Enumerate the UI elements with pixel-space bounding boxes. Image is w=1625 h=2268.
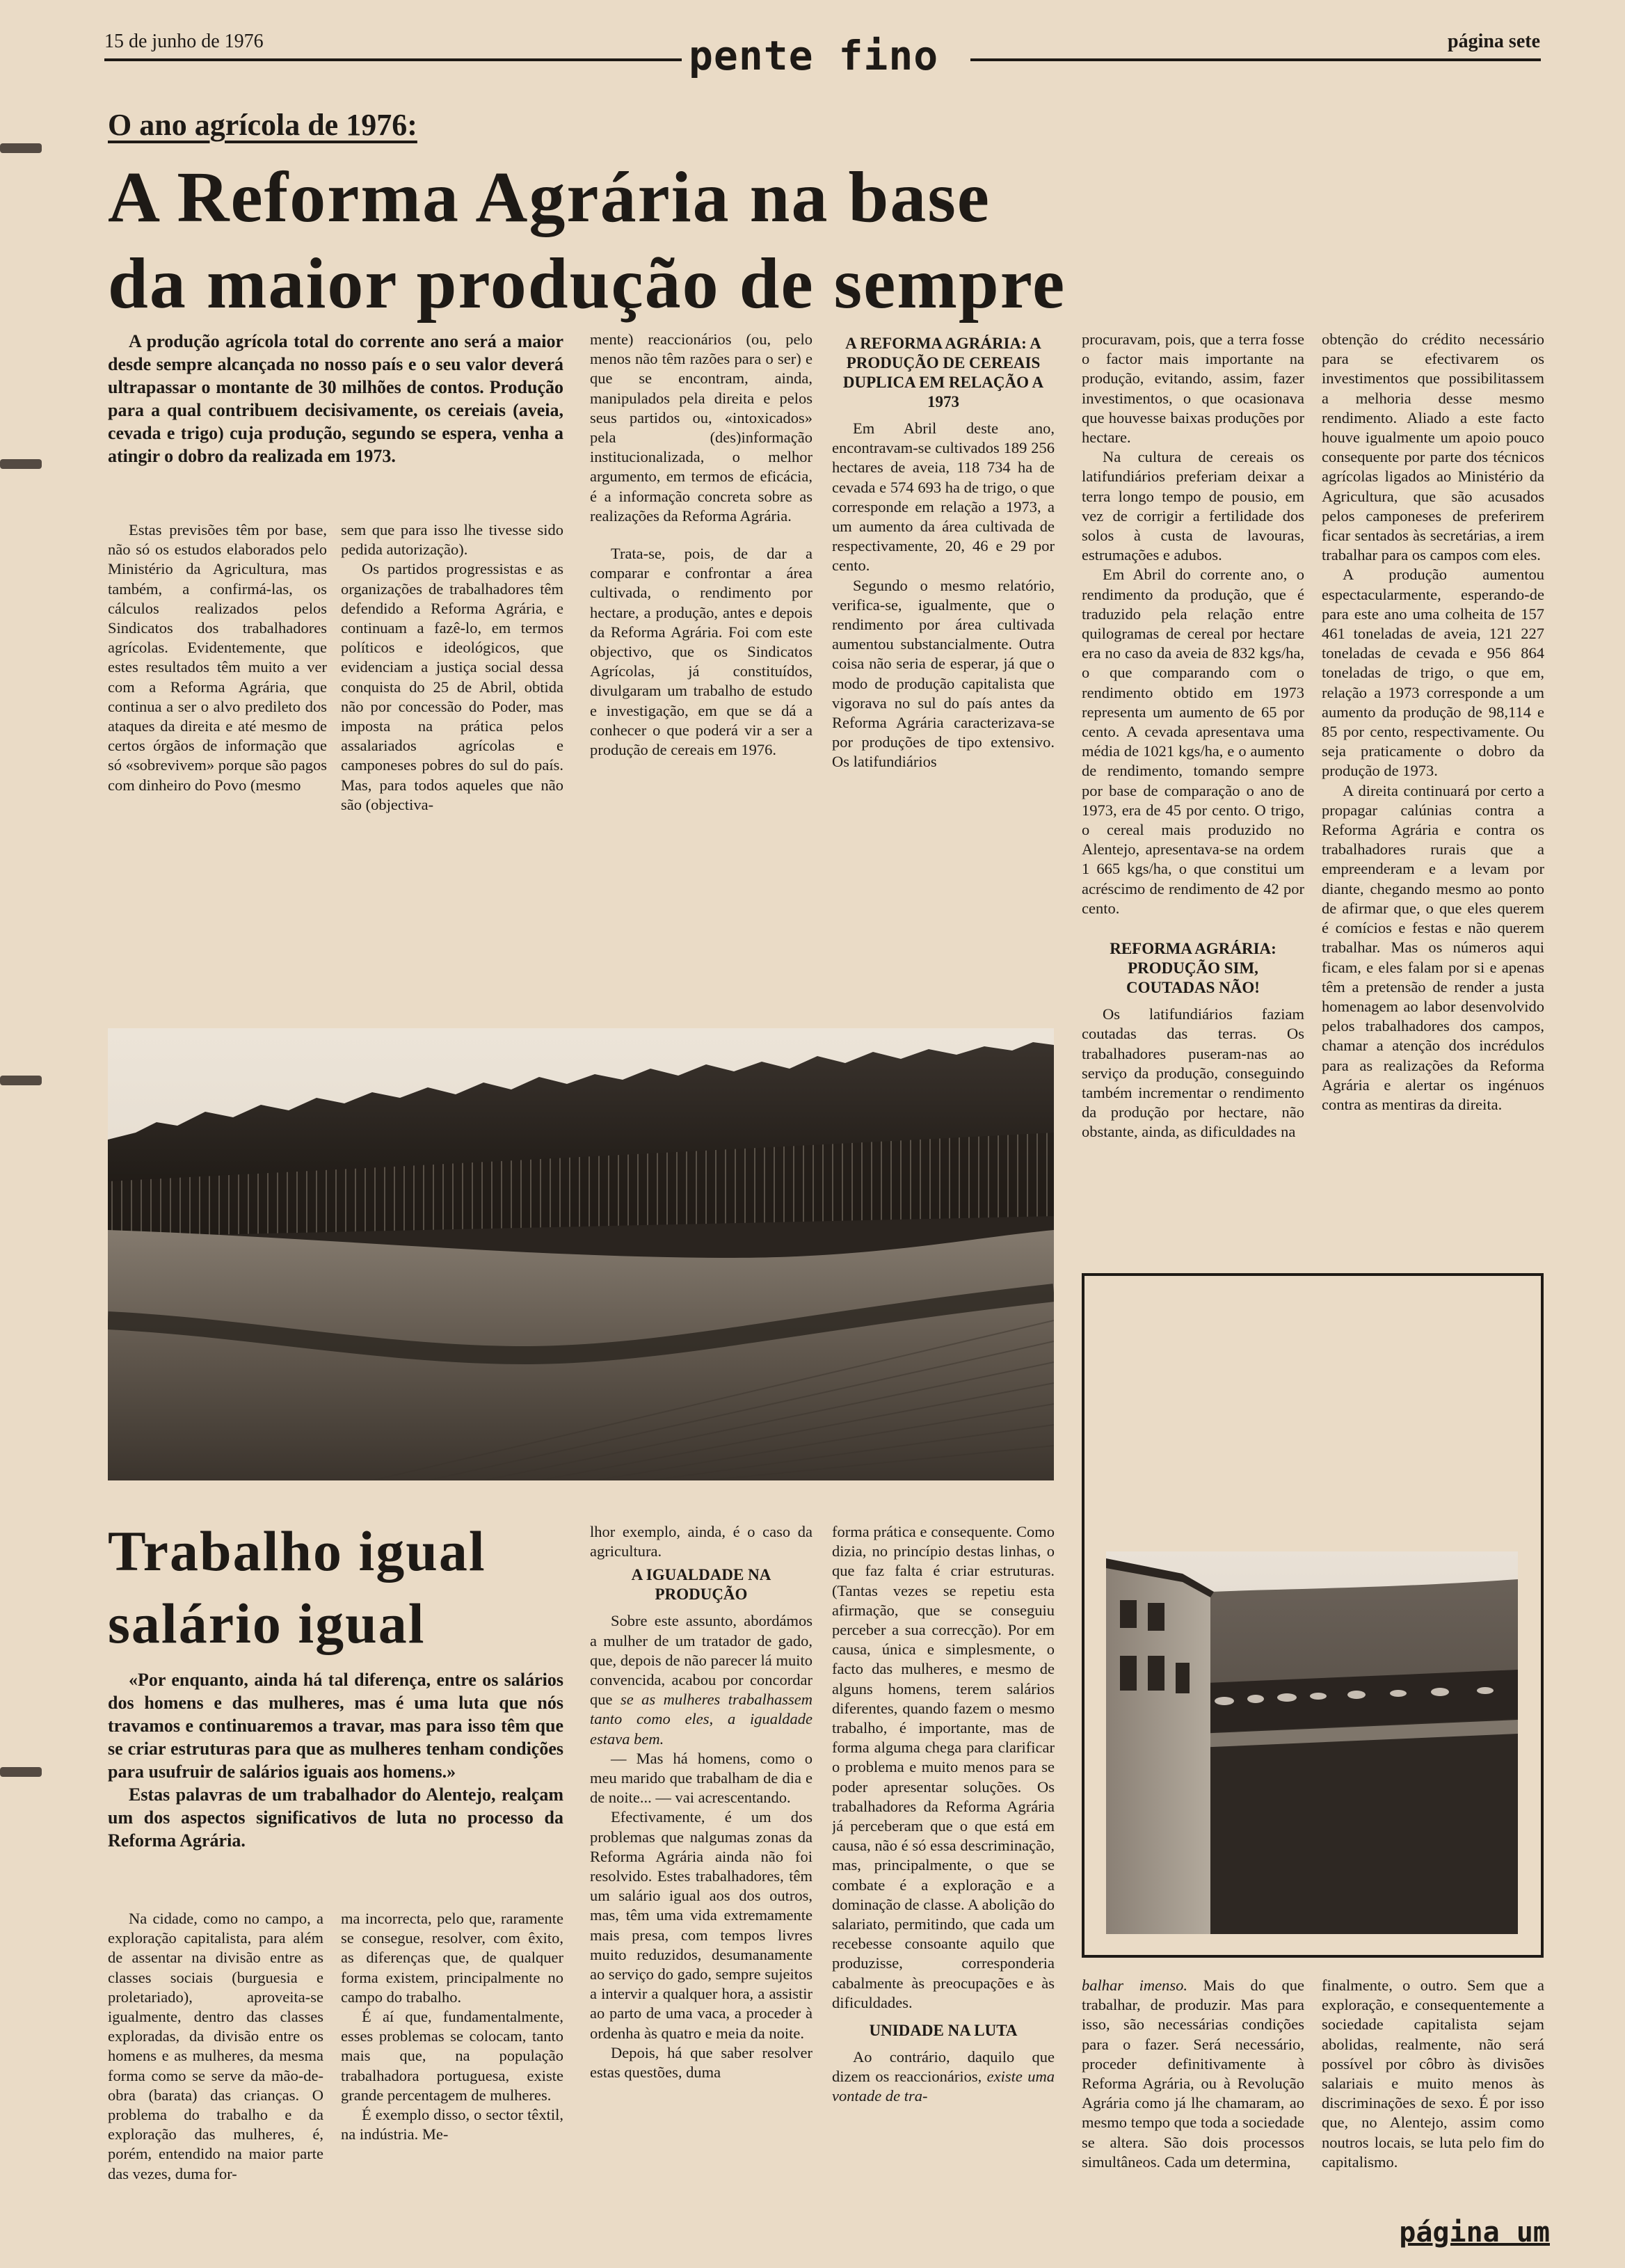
paragraph: Os partidos progressistas e as organizações de trabalhadores têm defendido a Reforma Agrária, e continuam a fazê-lo, em termos políticos e ideológicos, que evidenciam a justiça social dessa conquista do 25 de Abril, obtida não por concessão do Poder, mas imposta na prática pelos assalariados agrícolas e camponeses pobres do sul do país. Mas, para todos aqueles que não são (objectiva- — [341, 560, 563, 813]
subheading: UNIDADE NA LUTA — [869, 2022, 1018, 2040]
headline-line-2: da maior produção de sempre — [108, 243, 1066, 324]
headline-line-2: salário igual — [108, 1592, 426, 1655]
header-rule-left — [104, 58, 682, 61]
paragraph: Depois, há que saber resolver estas questões, duma — [590, 2043, 812, 2082]
paragraph: — Mas há homens, como o meu marido que trabalham de dia e de noite... — vai acrescentando. — [590, 1749, 812, 1807]
quoted-text: existe uma vontade de tra- — [832, 2068, 1055, 2105]
paragraph: obtenção do crédito necessário para se efectivarem os investimentos que possibilitassem a melhoria desse mesmo rendimento. Aliado a este facto houve igualmente um apoio pouco consequente por parte dos técnicos agrícolas ligados ao Ministério da Agricultura, que são acusados pelos camponeses de preferirem ficar sentados às secretárias, a irem trabalhar para os campos com eles. — [1322, 330, 1544, 564]
article-column-1 — [108, 1909, 323, 2208]
quoted-text: se as mulheres trabalhassem tanto como eles, a igualdade estava bem. — [590, 1691, 812, 1748]
paragraph-text: Mais do que trabalhar, de produzir. Mas para isso, são necessárias condições para o fazer. Será necessário, proceder definitivamente à Reforma Agrária, ou à Revolução Agrária como já lhe chamaram, ao mesmo tempo que toda a sociedade se altera. São dois processos simultâneos. Cada um determina, — [1082, 1976, 1304, 2171]
headline-line-1: A Reforma Agrária na base — [108, 157, 991, 237]
paragraph: Estas previsões têm por base, não só os estudos elaborados pelo Ministério da Agricultura, mas também, a confirmá-las, os cálculos realizados pelos Sindicatos dos trabalhadores agrícolas. Evidentemente, que estes resultados têm muito a ver com a Reforma Agrária, que continua a ser o alvo predileto dos ataques da direita e até mesmo de certos órgãos de informação que só «sobrevivem» porque são pagos com dinheiro do Povo (mesmo — [108, 521, 327, 794]
farm-building-photo — [1106, 1551, 1518, 1934]
article-column-4 — [832, 1522, 1055, 2211]
paragraph: sem que para isso lhe tivesse sido pedida autorização). — [341, 521, 563, 559]
paragraph: Em Abril do corrente ano, o rendimento da produção, que é traduzido pela relação entre quilogramas de cereal por hectare era no caso da aveia de 832 kgs/ha, o que comparando com o rendimento obtido em 1973 representa um aumento de 65 por cento. A cevada apresentava uma média de 1021 kgs/ha, e o aumento de rendimento, tomando sempre por base de comparação o ano de 1973, era de 45 por cento. O trigo, o cereal mais produzido no Alentejo, apresentava-se na ordem 1 665 kgs/ha, o que constitui um acréscimo de rendimento de 42 por cento. — [1082, 566, 1304, 917]
paragraph — [832, 2047, 1055, 2107]
paragraph: ma incorrecta, pelo que, raramente se consegue, resolver, com êxito, as diferenças que, de qualquer forma existem, principalmente no campo do trabalho. — [341, 1910, 563, 2006]
paragraph-text: Sobre este assunto, abordámos a mulher de um tratador de gado, que, depois de não parecer lá muito convencida, acabou por concordar que — [590, 1612, 812, 1709]
field-forest-photo — [108, 1028, 1054, 1480]
binder-hole — [0, 143, 42, 153]
article-column-2 — [341, 520, 563, 861]
paragraph: lhor exemplo, ainda, é o caso da agricultura. — [590, 1523, 812, 1560]
binder-hole — [0, 1767, 42, 1777]
paragraph: procuravam, pois, que a terra fosse o factor mais importante na produção, evitando, assim, fazer investimentos, o que ocasionava que houvesse baixas produções por hectare. — [1082, 330, 1304, 447]
article-lead — [108, 1668, 563, 1852]
paragraph: Em Abril deste ano, encontravam-se cultivados 189 256 hectares de aveia, 118 734 ha de cevada e 574 693 ha de trigo, o que corresponde em relação a 1973, a um aumento da área cultivada de respectivamente, 20, 46 e 29 por cento. — [832, 420, 1055, 575]
article-column-3 — [590, 1522, 812, 2211]
continued-on-page: página um — [1399, 2217, 1550, 2249]
paragraph — [590, 1611, 812, 1748]
article-column-4 — [832, 330, 1055, 845]
paragraph: Na cultura de cereais os latifundiários preferiam deixar a terra longo tempo de pousio, em vez de corrigir a fertilidade dos solos à custa de lavouras, estrumações e adubos. — [1082, 448, 1304, 564]
issue-date: 15 de junho de 1976 — [104, 31, 264, 52]
paragraph: Efectivamente, é um dos problemas que nalgumas zonas da Reforma Agrária ainda não foi resolvido. Estes trabalhadores, têm um salário igual aos dos outros, mas, têm uma vida extremamente mais presa, com tempos livres muito reduzidos, desumanamente ao serviço do gado, sempre sujeitos a intervir a qualquer hora, a assistir ao parto de uma vaca, a proceder à ordenha às quatro e meia da noite. — [590, 1808, 812, 2042]
subheading: REFORMA AGRÁRIA: PRODUÇÃO SIM, COUTADAS NÃO! — [1110, 940, 1276, 997]
article-column-5 — [1082, 330, 1304, 1262]
paragraph-text: Ao contrário, daquilo que dizem os reaccionários, — [832, 2048, 1055, 2086]
lead-quote: «Por enquanto, ainda há tal diferença, entre os salários dos homens e das mulheres, mas é uma luta que nós travamos e continuaremos a travar, mas para isso têm que se criar estruturas para que as mulheres tenham condições para usufruir de salários iguais aos homens.» — [108, 1670, 563, 1782]
article-column-3 — [590, 330, 812, 845]
article-column-6 — [1322, 330, 1544, 1262]
binder-hole — [0, 459, 42, 469]
article-headline — [108, 1515, 486, 1660]
article-column-2 — [341, 1909, 563, 2208]
page-label: página sete — [1448, 31, 1540, 52]
paragraph — [1082, 1976, 1304, 2172]
header-rule-right — [970, 58, 1541, 61]
paragraph: forma prática e consequente. Como dizia, no princípio destas linhas, o que faz falta é criar estruturas. (Tantas vezes se repetiu esta afirmação, que se conseguiu perceber a sua correcção). Por em causa, única e simplesmente, o facto das mulheres, e mesmo de alguns homens, terem salários diferentes, quando fazem o mesmo trabalho, é importante, mas de forma alguma chega para clarificar o problema e muito menos para se poder apresentar soluções. Os trabalhadores da Reforma Agrária já perceberam que o que está em causa, não é só essa descriminação, mas, principalmente, o que se combate é a exploração e a dominação de classe. A abolição do salariato, permitindo, que cada um recebesse consoante aquilo que produzisse, corresponderia cabalmente às preocupações e às dificuldades. — [832, 1523, 1055, 2011]
quoted-text: balhar imenso. — [1082, 1976, 1188, 1994]
paragraph: A direita continuará por certo a propagar calúnias contra a Reforma Agrária e contra os trabalhadores rurais que a empreenderam e a levam por diante, chegando mesmo ao ponto de afirmar que, o que eles querem é comícios e festas e não querem trabalhar. Mas os números aqui ficam, e eles falam por si e apenas têm a pretensão de render a justa homenagem ao labor desenvolvido pelos trabalhadores dos campos, chamar a atenção dos incrédulos para as realizações da Reforma Agrária e alertar os ingénuos contra as mentiras da direita. — [1322, 781, 1544, 1113]
paragraph: Na cidade, como no campo, a exploração capitalista, para além de assentar na divisão entre as classes sociais (burguesia e proletariado), aproveita-se igualmente, dentro das classes exploradas, da divisão entre os homens e as mulheres, da mesma forma como se serve da mão-de-obra (barata) das crianças. O problema do trabalho e da exploração das mulheres, é, porém, entendido na maior parte das vezes, duma for- — [108, 1910, 323, 2182]
binder-hole — [0, 1076, 42, 1085]
paragraph: mente) reaccionários (ou, pelo menos não têm razões para o ser) e que se encontram, ainda, manipulados pela direita e pelos seus partidos ou, «intoxicados» pela (des)informação institucionalizada, o melhor argumento, em termos de eficácia, é a informação concreta sobre as realizações da Reforma Agrária. — [590, 330, 812, 525]
article-column-6 — [1322, 1976, 1544, 2212]
headline-line-1: Trabalho igual — [108, 1519, 486, 1583]
paragraph: Trata-se, pois, de dar a comparar e confrontar a área cultivada, o rendimento por hectare, a produção, antes e depois da Reforma Agrária. Foi com este objectivo, que os Sindicatos Agrícolas, já constituídos, divulgaram um trabalho de estudo e investigação, em que se dá a conhecer o que poderá vir a ser a produção de cereais em 1976. — [590, 545, 812, 759]
paragraph: É aí que, fundamentalmente, esses problemas se colocam, tanto mais que, na população trabalhadora portuguesa, existe grande percentagem de mulheres. — [341, 2008, 563, 2104]
section-title: pente fino — [689, 32, 939, 79]
paragraph: Segundo o mesmo relatório, verifica-se, igualmente, que o rendimento por área cultivada aumentou substancialmente. Outra coisa não seria de esperar, já que o modo de produção capitalista que vigorava no sul do país antes da Reforma Agrária caracterizava-se por produções de tipo extensivo. Os latifundiários — [832, 576, 1055, 771]
article-lead: A produção agrícola total do corrente ano será a maior desde sempre alcançada no nosso país e o seu valor deverá ultrapassar o montante de 30 milhões de contos. Produção para a qual contribuem decisivamente, os cereiais (aveia, cevada e trigo) cuja produção, segundo se espera, venha a atingir o dobro da realizada em 1973. — [108, 331, 563, 466]
article-kicker: O ano agrícola de 1976: — [108, 108, 417, 142]
paragraph: A produção aumentou espectacularmente, esperando-de para este ano uma colheita de 157 461 toneladas de aveia, 121 227 toneladas de cevada e 956 864 toneladas de trigo, o que em, relação a 1973 corresponde a um aumento da produção de 98,114 e 85 por cento, respectivamente. Ou seja praticamente o dobro da produção de 1973. — [1322, 566, 1544, 780]
article-column-5 — [1082, 1976, 1304, 2212]
lead-paragraph: Estas palavras de um trabalhador do Alentejo, realçam um dos aspectos significativos de luta no processo da Reforma Agrária. — [108, 1784, 563, 1851]
article-column-1 — [108, 520, 327, 861]
subheading: A IGUALDADE NA PRODUÇÃO — [631, 1566, 771, 1604]
subheading: A REFORMA AGRÁRIA: A PRODUÇÃO DE CEREAIS DUPLICA EM RELAÇÃO A 1973 — [842, 335, 1044, 410]
paragraph: Os latifundiários faziam coutadas das terras. Os trabalhadores puseram-nas ao serviço da produção, conseguindo também incrementar o rendimento da produção por hectare, não obstante, ainda, as dificuldades na — [1082, 1005, 1304, 1141]
article-headline — [108, 154, 1066, 327]
paragraph: É exemplo disso, o sector têxtil, na indústria. Me- — [341, 2106, 563, 2143]
paragraph: finalmente, o outro. Sem que a exploração, e consequentemente a sociedade capitalista sejam abolidas, realmente, não será possível por côbro às divisões salariais e muito menos às discriminações de sexo. É por isso que, no Alentejo, assim como noutros locais, se luta pelo fim do capitalismo. — [1322, 1976, 1544, 2171]
